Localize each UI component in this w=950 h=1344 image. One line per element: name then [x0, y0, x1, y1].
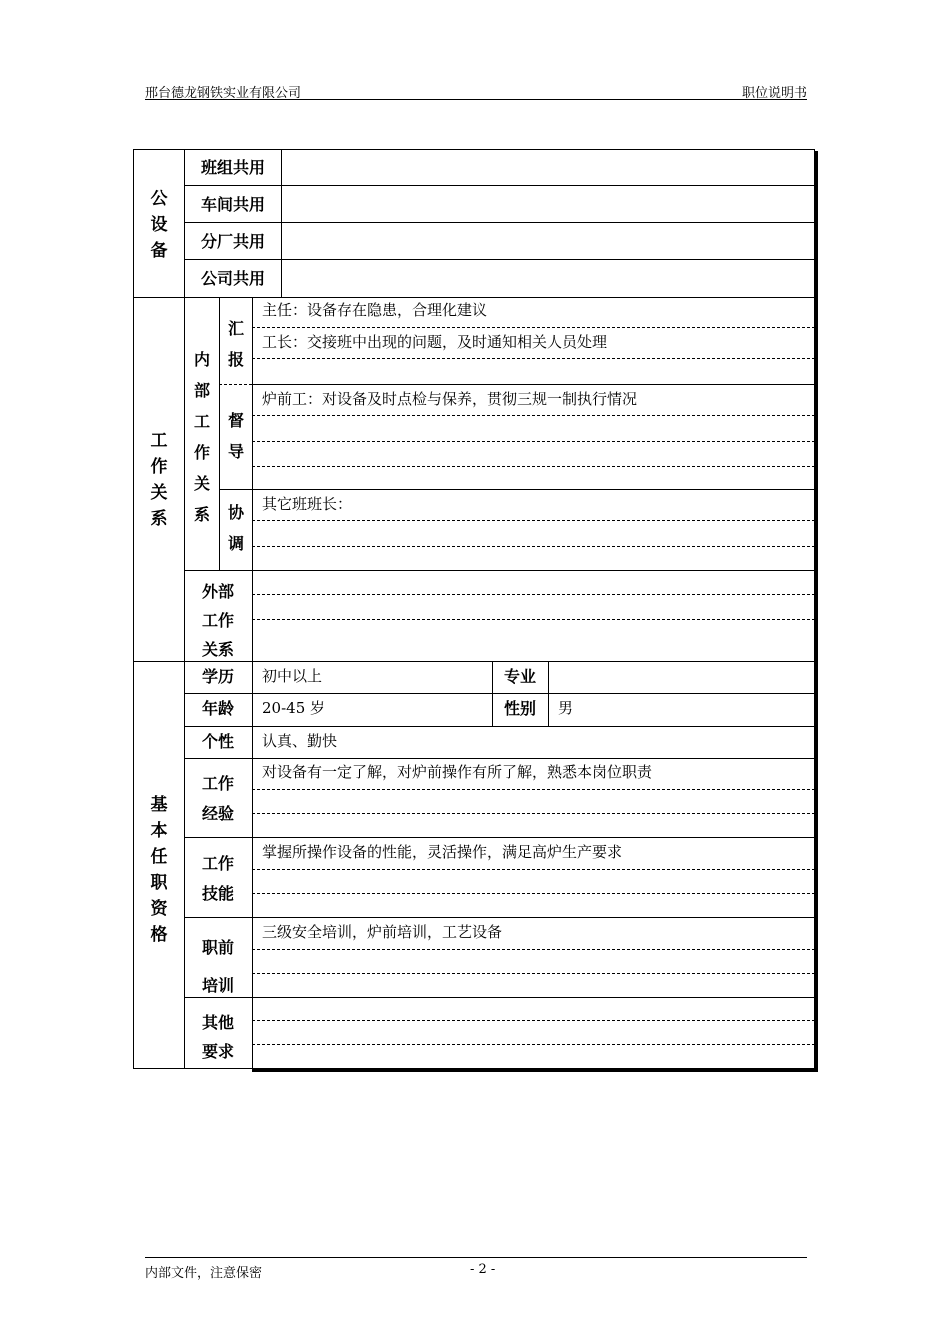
dashed-line	[252, 813, 815, 814]
row-line	[184, 185, 815, 186]
experience-label-line: 经验	[201, 804, 234, 823]
footer-rule	[145, 1257, 807, 1258]
personality-value: 认真、勤快	[262, 732, 338, 750]
skills-label-line: 工作	[201, 854, 234, 873]
row-line	[184, 259, 815, 260]
header-doc-type: 职位说明书	[741, 86, 807, 101]
report-line-1: 主任：设备存在隐患，合理化建议	[262, 301, 488, 319]
skills-value: 掌握所操作设备的性能，灵活操作，满足高炉生产要求	[262, 843, 623, 861]
dashed-line	[252, 1044, 815, 1045]
training-label-line: 职前	[201, 938, 234, 957]
education-value: 初中以上	[262, 667, 323, 685]
dashed-line	[252, 893, 815, 894]
equipment-row-label: 分厂共用	[200, 232, 265, 251]
dashed-line	[252, 441, 815, 442]
training-value: 三级安全培训，炉前培训，工艺设备	[262, 923, 503, 941]
col-divider-equipment	[281, 149, 282, 297]
age-value: 20-45 岁	[262, 699, 326, 717]
row-line	[252, 384, 815, 385]
dashed-line	[252, 789, 815, 790]
footer-confidential: 内部文件，注意保密	[145, 1266, 263, 1281]
row-line	[184, 570, 815, 571]
external-label-line: 工作	[201, 611, 234, 630]
experience-label	[186, 769, 250, 829]
row-line	[184, 997, 815, 998]
external-relations-label	[186, 577, 250, 664]
label-separator	[219, 384, 252, 385]
report-line-2: 工长：交接班中出现的问题，及时通知相关人员处理	[262, 333, 608, 351]
dashed-line	[252, 973, 815, 974]
internal-relations-label: 内部工作关系	[193, 350, 210, 524]
qualifications-section-title: 基本任职资格	[150, 795, 168, 945]
dashed-line	[252, 619, 815, 620]
training-label-line: 培训	[201, 976, 234, 995]
header-company: 邢台德龙钢铁实业有限公司	[145, 86, 302, 101]
gender-value: 男	[558, 699, 574, 717]
dashed-line	[252, 358, 815, 359]
equipment-row-label: 班组共用	[200, 158, 265, 177]
gender-label: 性别	[503, 699, 536, 718]
coordinate-label: 协调	[227, 503, 244, 553]
table-shadow-right	[815, 151, 818, 1071]
row-line	[219, 489, 815, 490]
supervise-line-1: 炉前工：对设备及时点检与保养，贯彻三规一制执行情况	[262, 390, 638, 408]
row-line	[184, 222, 815, 223]
header-rule	[145, 99, 807, 100]
dashed-line	[252, 466, 815, 467]
other-label-line: 要求	[201, 1042, 234, 1061]
row-line	[184, 837, 815, 838]
dashed-line	[252, 949, 815, 950]
supervise-label: 督导	[227, 411, 244, 461]
external-label-line: 关系	[201, 640, 234, 659]
table-shadow-bottom	[252, 1069, 818, 1072]
skills-label	[186, 849, 250, 909]
row-line	[184, 726, 815, 727]
row-line	[184, 758, 815, 759]
equipment-section-title: 公设备	[150, 189, 168, 261]
equipment-row-label: 车间共用	[200, 195, 265, 214]
experience-label-line: 工作	[201, 774, 234, 793]
dashed-line	[252, 327, 815, 328]
other-requirements-label	[186, 1008, 250, 1066]
col-divider-1	[184, 149, 185, 1069]
training-label	[186, 929, 250, 1005]
other-label-line: 其他	[201, 1013, 234, 1032]
dashed-line	[252, 594, 815, 595]
relations-section-title: 工作关系	[150, 431, 168, 529]
col-divider-internal	[219, 297, 220, 570]
age-label: 年龄	[201, 699, 234, 718]
section-divider-1	[133, 297, 815, 298]
external-label-line: 外部	[201, 582, 234, 601]
coordinate-line-1: 其它班班长：	[262, 495, 353, 513]
page-number: - 2 -	[470, 1262, 496, 1277]
personality-label: 个性	[201, 732, 234, 751]
skills-label-line: 技能	[201, 884, 234, 903]
experience-value: 对设备有一定了解，对炉前操作有所了解，熟悉本岗位职责	[262, 763, 653, 781]
dashed-line	[252, 415, 815, 416]
row-line	[184, 693, 815, 694]
report-label: 汇报	[227, 319, 244, 369]
dashed-line	[252, 1020, 815, 1021]
row-line	[184, 917, 815, 918]
dashed-line	[252, 520, 815, 521]
dashed-line	[252, 546, 815, 547]
dashed-line	[252, 869, 815, 870]
equipment-row-label: 公司共用	[200, 269, 265, 288]
education-label: 学历	[201, 667, 234, 686]
col-divider-2	[252, 297, 253, 1069]
major-label: 专业	[503, 667, 536, 686]
